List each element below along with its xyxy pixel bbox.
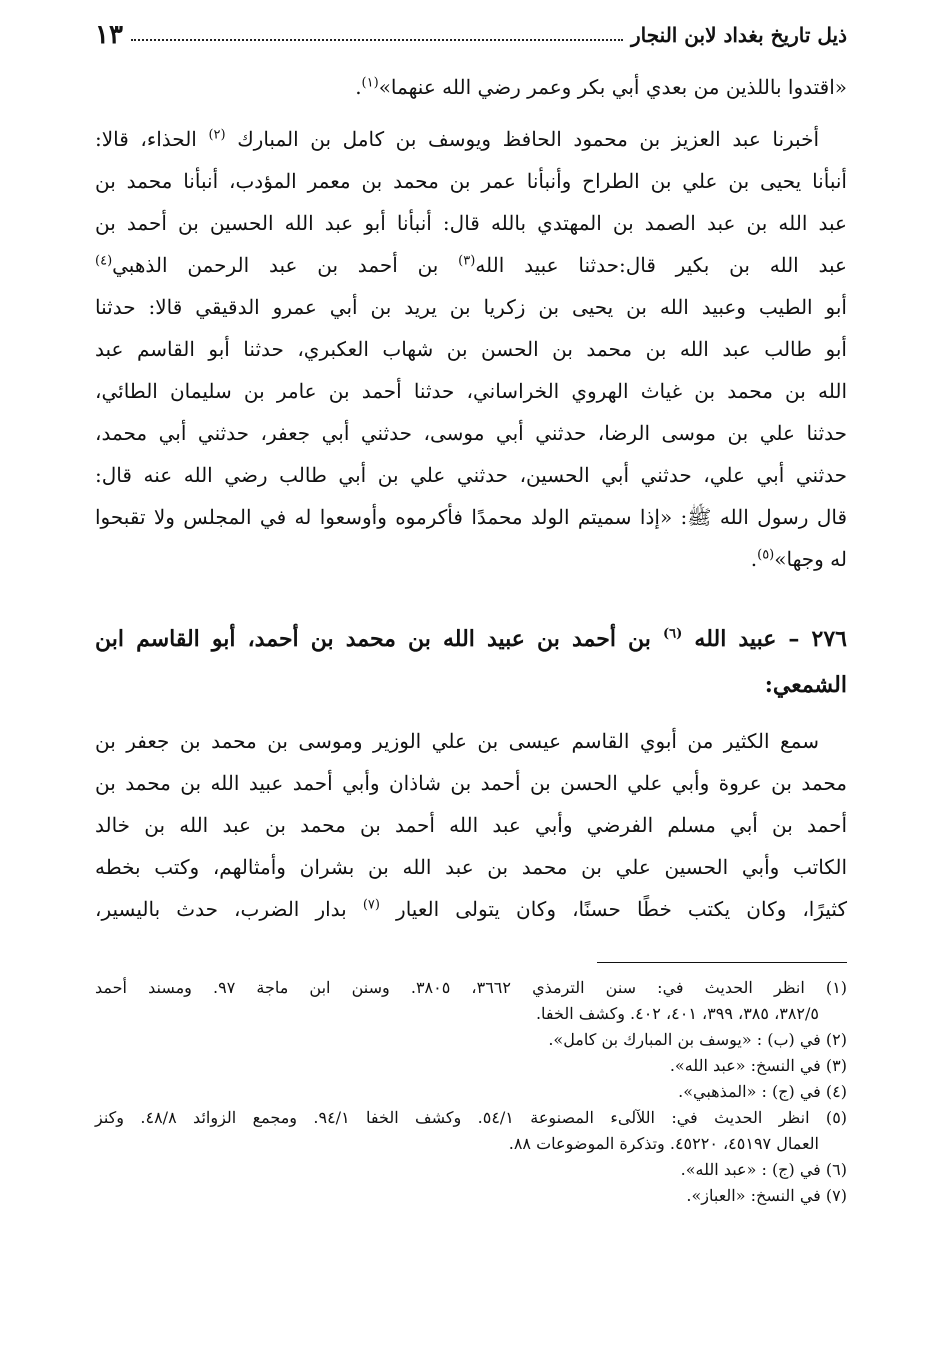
text-line: الله بن محمد بن غياث الهروي الخراساني، حدثنا أحمد بن عامر بن سليمان الطائي، [95,379,847,403]
footnote-5: (٥) انظر الحديث في: اللآلىء المصنوعة ٥٤/١. وكشف الخفا ٩٤/١. ومجمع الزوائد ٤٨/٨. وكنز [95,1108,848,1127]
footnote-ref: (٧) [362,897,380,913]
text-line: محمد بن عروة وأبي علي الحسن بن أحمد بن شاذان وأبي أحمد عبيد الله بن محمد بن [95,771,847,795]
footnote-ref: (٦) [663,626,683,642]
page-number: ١٣ [95,20,123,50]
text-line: حدثنا علي بن موسى الرضا، حدثني أبي موسى، حدثني أبي جعفر، حدثني أبي محمد، [95,421,847,445]
footnote-ref: (٢) [208,127,226,143]
text-line: أخبرنا عبد العزيز بن محمود الحافظ ويوسف بن كامل بن المبارك $^{(٢)}$ الحذاء، قالا: [95,127,820,151]
footnote-ref: (٤) [95,253,113,269]
text-line: أبو طالب عبد الله بن محمد بن الحسن بن شهاب العكبري، حدثنا أبو القاسم عبد [95,337,847,361]
footnote-1-continuation: ٣٨٢/٥، ٣٨٥، ٣٩٩، ٤٠١، ٤٠٢. وكشف الخفا. [535,1004,819,1023]
paragraph-1 [95,118,847,580]
header-dot-leader [131,39,623,41]
footnote-3: (٣) في النسخ: «عبد الله». [669,1056,847,1075]
running-header [95,20,847,50]
text-line: قال رسول الله ﷺ: «إذا سميتم الولد محمدًا فأكرموه وأوسعوا له في المجلس ولا تقبحوا [95,505,848,529]
text-line: «اقتدوا باللذين من بعدي أبي بكر وعمر رضي الله عنهما»$^{(١)}$. [355,75,847,99]
text-line: الكاتب وأبي الحسين علي بن محمد بن عبد الله بن بشران وأمثالهم، وكتب بخطه [95,855,847,879]
text-line: حدثني أبي علي، حدثني أبي الحسين، حدثني علي بن أبي طالب رضي الله عنه قال: [95,463,847,487]
footnote-1: (١) انظر الحديث في: سنن الترمذي ٣٦٦٢، ٣٨٠٥. وسنن ابن ماجة ٩٧. ومسند أحمد [95,978,848,997]
footnote-2: (٢) في (ب) : «يوسف بن المبارك بن كامل». [548,1030,847,1049]
footnote-4: (٤) في (ج) : «المذهبي». [678,1082,847,1101]
footnote-ref: (٥) [757,547,775,563]
footnote-7: (٧) في النسخ: «العباز». [686,1186,847,1205]
text-line: كثيرًا، وكان يكتب خطًا حسنًا، وكان يتولى العيار $^{(٧)}$ بدار الضرب، حدث باليسير، [95,897,847,921]
text-line: أحمد بن أبي مسلم الفرضي وأبي عبد الله أحمد بن محمد بن عبد الله بن خالد [95,813,847,837]
footnote-6: (٦) في (ج) : «عبد الله». [680,1160,847,1179]
footnote-5-continuation: العمال ٤٥١٩٧، ٤٥٢٢٠. وتذكرة الموضوعات ٨٨. [508,1134,819,1153]
entry-title-line: الشمعي: [764,672,847,698]
biography-entry-heading [95,616,847,708]
footnote-separator [597,962,847,963]
footnote-ref: (٣) [458,253,476,269]
entry-title-line: ٢٧٦ – عبيد الله $^{(٦)}$ بن أحمد بن عبيد الله بن محمد بن أحمد، أبو القاسم ابن [95,626,847,652]
text-line: سمع الكثير من أبوي القاسم عيسى بن علي الوزير وموسى بن محمد بن جعفر بن [95,729,819,753]
paragraph-2 [95,720,847,930]
text-line: عبد الله بن بكير قال:حدثنا عبيد الله$^{(٣)}$ بن أحمد بن عبد الرحمن الذهبي$^{(٤)}$ [95,253,847,277]
text-line: أنبأنا يحيى بن علي بن الطراح وأنبأنا عمر بن محمد بن معمر المؤدب، أنبأنا محمد بن [95,169,847,193]
text-line: له وجها»$^{(٥)}$. [750,547,847,571]
text-line: أبو الطيب وعبيد الله بن يحيى بن زكريا بن يريد بن أبي عمرو الدقيقي قالا: حدثنا [95,295,847,319]
running-title: ذيل تاريخ بغداد لابن النجار [631,23,847,47]
footnote-ref: (١) [361,75,379,91]
text-line: عبد الله بن عبد الصمد بن المهتدي بالله قال: أنبأنا أبو عبد الله الحسين بن أحمد بن [95,211,847,235]
top-fragment [95,66,847,108]
footnotes [95,975,847,1209]
